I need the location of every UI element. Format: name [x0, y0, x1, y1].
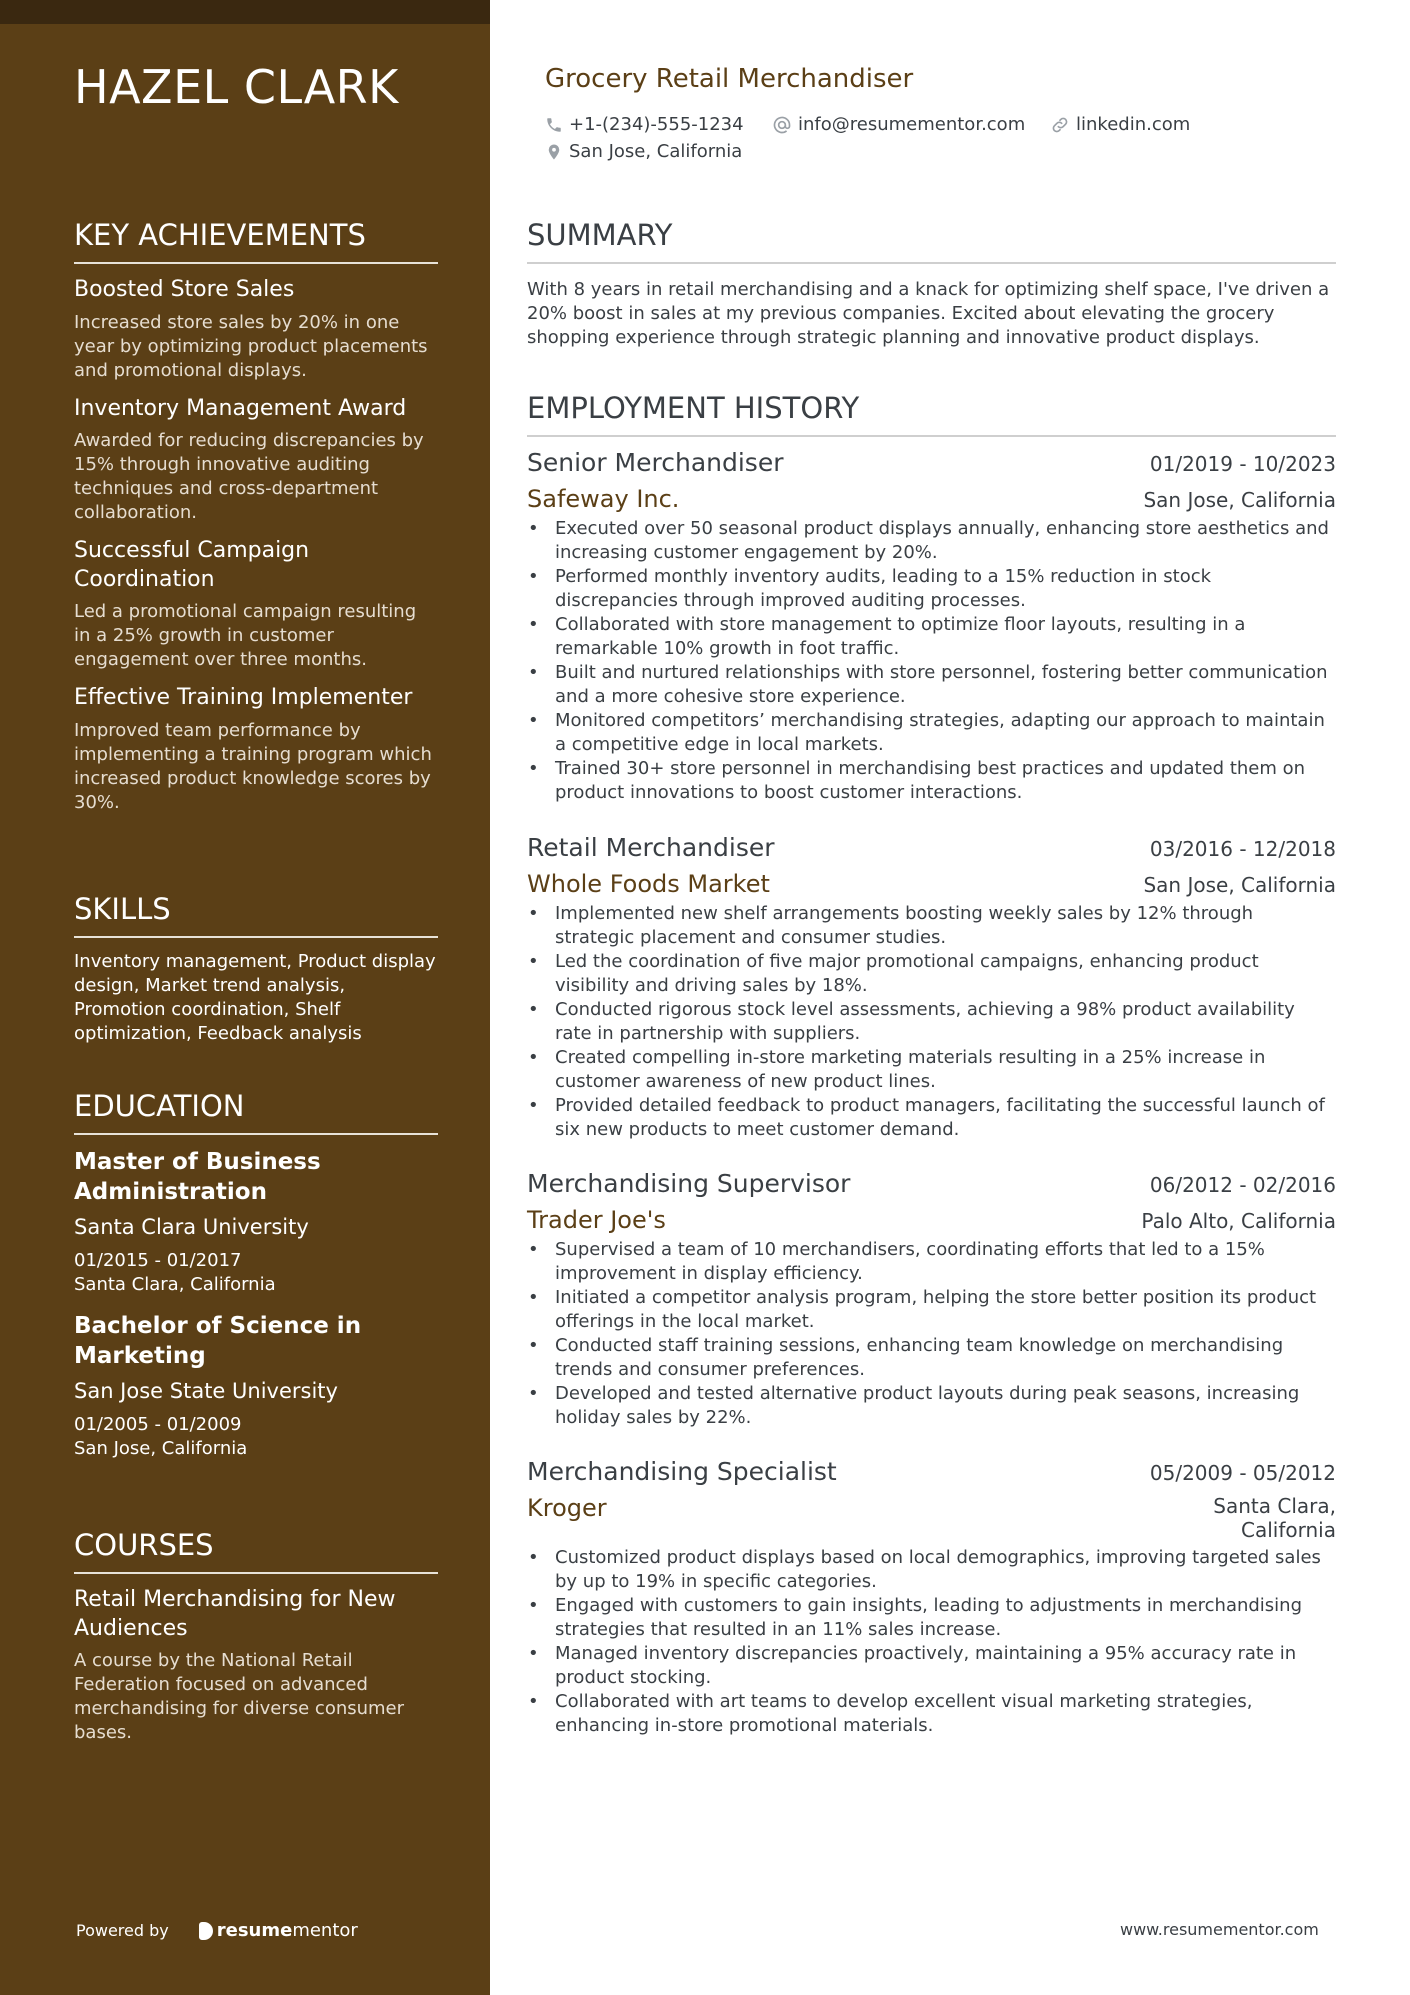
job-dates: 01/2019 - 10/2023: [1149, 452, 1336, 476]
achievement-item: [74, 537, 438, 672]
job-bullet: • Implemented new shelf arrangements boosting weekly sales by 12% through strategic placement and consumer studies.: [555, 902, 1336, 950]
target-job-title: Grocery Retail Merchandiser: [545, 64, 914, 94]
job-title: Merchandising Supervisor: [527, 1169, 851, 1198]
job-location: Palo Alto, California: [1141, 1209, 1336, 1233]
job-bullet: • Created compelling in-store marketing materials resulting in a 25% increase in customer awareness of new product lines.: [555, 1046, 1336, 1094]
job-dates: 03/2016 - 12/2018: [1149, 837, 1336, 861]
education-location: San Jose, California: [74, 1438, 248, 1459]
job-company: Safeway Inc.: [527, 485, 680, 513]
job-bullet: • Monitored competitors’ merchandising strategies, adapting our approach to maintain a competitive edge in local markets.: [555, 709, 1336, 757]
job-title: Senior Merchandiser: [527, 448, 784, 477]
education-item: [74, 1311, 438, 1461]
job-bullet: • Trained 30+ store personnel in merchandising best practices and updated them on product innovations to boost customer interactions.: [555, 757, 1336, 805]
job-bullets: [527, 1238, 1336, 1430]
job-entry: [527, 833, 1336, 1142]
email-text: info@resumementor.com: [798, 114, 1026, 135]
job-dates: 06/2012 - 02/2016: [1149, 1173, 1336, 1197]
job-location-line: California: [1241, 1518, 1336, 1542]
achievement-desc: Awarded for reducing discrepancies by 15% through innovative auditing techniques and cross-department collaboration.: [74, 430, 424, 524]
link-icon: [1050, 115, 1070, 135]
job-location: [1213, 1494, 1336, 1542]
location-text: San Jose, California: [569, 141, 743, 162]
job-bullets: [527, 517, 1336, 805]
achievement-item: [74, 684, 438, 815]
phone-text: +1-(234)-555-1234: [569, 114, 744, 135]
courses-section: [74, 1528, 438, 1755]
job-title: Merchandising Specialist: [527, 1457, 837, 1486]
achievement-desc: Led a promotional campaign resulting in a 25% growth in customer engagement over three months.: [74, 601, 417, 671]
phone-icon: [545, 116, 563, 134]
education-meta: [74, 1249, 438, 1297]
contact-location: [545, 141, 742, 162]
education-school: San Jose State University: [74, 1379, 338, 1403]
resumementor-logo-icon: [199, 1922, 213, 1940]
sidebar-top-band: [0, 0, 490, 24]
at-icon: [772, 115, 792, 135]
achievement-item: [74, 276, 438, 383]
job-bullet: • Customized product displays based on local demographics, improving targeted sales by up to 19% in specific categories.: [555, 1546, 1336, 1594]
skills-heading: SKILLS: [74, 892, 438, 938]
education-heading: EDUCATION: [74, 1089, 438, 1135]
job-bullet: • Supervised a team of 10 merchandisers, coordinating efforts that led to a 15% improvement in display efficiency.: [555, 1238, 1336, 1286]
achievement-title: Boosted Store Sales: [74, 277, 295, 302]
job-bullet: • Performed monthly inventory audits, leading to a 15% reduction in stock discrepancies through improved auditing processes.: [555, 565, 1336, 613]
job-bullet: • Developed and tested alternative product layouts during peak seasons, increasing holiday sales by 22%.: [555, 1382, 1336, 1430]
powered-by-label: Powered by: [76, 1921, 169, 1940]
job-location: San Jose, California: [1143, 488, 1336, 512]
job-entry: [527, 1457, 1336, 1738]
job-dates: 05/2009 - 05/2012: [1149, 1461, 1336, 1485]
achievement-title: Effective Training Implementer: [74, 685, 413, 711]
contact-email: [772, 114, 1025, 135]
contact-phone: [545, 114, 744, 135]
job-bullets: [527, 1546, 1336, 1738]
education-item: [74, 1147, 438, 1297]
job-bullet: • Led the coordination of five major promotional campaigns, enhancing product visibility and driving sales by 18%.: [555, 950, 1336, 998]
powered-by: [76, 1920, 358, 1941]
contact-linkedin: [1050, 114, 1190, 135]
employment-heading: EMPLOYMENT HISTORY: [527, 391, 1336, 437]
summary-heading: SUMMARY: [527, 218, 1336, 264]
job-bullet: • Conducted staff training sessions, enhancing team knowledge on merchandising trends and consumer preferences.: [555, 1334, 1336, 1382]
job-bullet: • Collaborated with store management to optimize floor layouts, resulting in a remarkable 10% growth in foot traffic.: [555, 613, 1336, 661]
location-pin-icon: [545, 142, 563, 162]
education-dates: 01/2015 - 01/2017: [74, 1250, 242, 1271]
achievements-section: [74, 218, 438, 825]
job-bullets: [527, 902, 1336, 1142]
linkedin-text: linkedin.com: [1076, 114, 1191, 135]
achievement-title: Inventory Management Award: [74, 395, 407, 421]
job-location-line: Santa Clara,: [1213, 1494, 1336, 1518]
job-bullet: • Built and nurtured relationships with store personnel, fostering better communication and a more cohesive store experience.: [555, 661, 1336, 709]
achievement-title: Successful Campaign Coordination: [74, 538, 310, 592]
education-section: [74, 1089, 438, 1475]
achievements-heading: KEY ACHIEVEMENTS: [74, 218, 438, 264]
job-bullet: • Initiated a competitor analysis program, helping the store better position its product offerings in the local market.: [555, 1286, 1336, 1334]
job-bullet: • Executed over 50 seasonal product displays annually, enhancing store aesthetics and increasing customer engagement by 20%.: [555, 517, 1336, 565]
job-company: Whole Foods Market: [527, 870, 770, 898]
job-bullet: • Engaged with customers to gain insights, leading to adjustments in merchandising strategies that resulted in an 11% sales increase.: [555, 1594, 1336, 1642]
summary-text: With 8 years in retail merchandising and a knack for optimizing shelf space, I've driven a 20% boost in sales at my previous companies. Excited about elevating the grocery shopping experience through strategic planning and innovative product displays.: [527, 279, 1330, 348]
skills-section: [74, 892, 438, 1046]
job-bullet: • Provided detailed feedback to product managers, facilitating the successful launch of six new products to meet customer demand.: [555, 1094, 1336, 1142]
job-entry: [527, 1169, 1336, 1430]
education-meta: [74, 1413, 438, 1461]
job-company: Trader Joe's: [527, 1206, 666, 1234]
job-title: Retail Merchandiser: [527, 833, 775, 862]
job-entry: [527, 448, 1336, 805]
course-desc: A course by the National Retail Federation focused on advanced merchandising for diverse consumer bases.: [74, 1650, 405, 1744]
footer-url: www.resumementor.com: [1120, 1920, 1319, 1939]
achievement-desc: Improved team performance by implementing a training program which increased product knowledge scores by 30%.: [74, 719, 432, 813]
resumementor-logo: [199, 1920, 358, 1941]
job-location: San Jose, California: [1143, 873, 1336, 897]
achievement-item: [74, 395, 438, 526]
education-degree: Master of Business Administration: [74, 1149, 321, 1205]
courses-heading: COURSES: [74, 1528, 438, 1574]
brand-light: mentor: [292, 1920, 358, 1941]
skills-text: Inventory management, Product display design, Market trend analysis, Promotion coordination, Shelf optimization, Feedback analysis: [74, 951, 436, 1044]
education-location: Santa Clara, California: [74, 1274, 276, 1295]
course-title: Retail Merchandising for New Audiences: [74, 1587, 396, 1641]
brand-bold: resume: [216, 1920, 293, 1941]
job-company: Kroger: [527, 1494, 607, 1522]
job-bullet: • Collaborated with art teams to develop excellent visual marketing strategies, enhancing in-store promotional materials.: [555, 1690, 1336, 1738]
person-name: HAZEL CLARK: [74, 60, 399, 114]
education-degree: Bachelor of Science in Marketing: [74, 1313, 362, 1369]
achievement-desc: Increased store sales by 20% in one year by optimizing product placements and promotional displays.: [74, 311, 428, 381]
job-bullet: • Managed inventory discrepancies proactively, maintaining a 95% accuracy rate in product stocking.: [555, 1642, 1336, 1690]
education-school: Santa Clara University: [74, 1215, 309, 1239]
job-bullet: • Conducted rigorous stock level assessments, achieving a 98% product availability rate in partnership with suppliers.: [555, 998, 1336, 1046]
education-dates: 01/2005 - 01/2009: [74, 1414, 242, 1435]
